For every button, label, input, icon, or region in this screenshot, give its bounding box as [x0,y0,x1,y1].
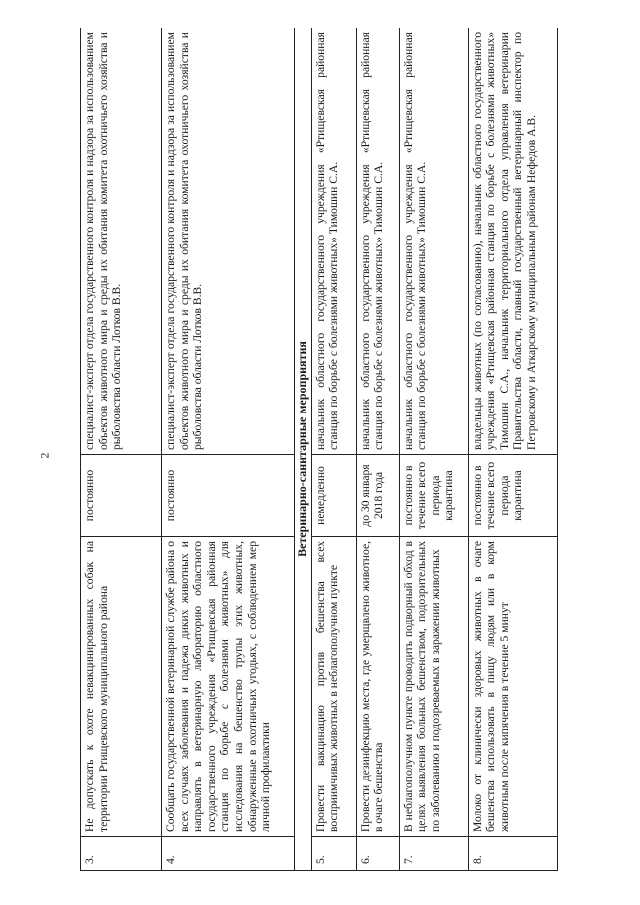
action-cell: Сообщать государственной ветеринарной службе района о всех случаях заболевания и падежа диких животных и направлять в ветеринарную лабораторию областного государственного учреждения «Ртищевская районная станция по борьбе с болезнями животных» для исследования на бешенство трупы этих животных, обнаруженные в охотничьих угодьях, с соблюдением мер личной профилактики [162,537,295,837]
action-cell: Молоко от клинически здоровых животных в очаге бешенства использовать в пищу людям или в корм животным после кипячения в течение 5 минут [468,537,557,837]
table-row [162,28,295,871]
responsible-cell: владельцы животных (по согласованию), начальник областного государственного учреждения «Ртищевская районная станция по борьбе с болезнями животных» Тимошин С.А., начальник территориального отдела управления ветеринарии Правительства области, главный государственный ветеринарный инспектор по Петровскому и Аткарскому муниципальным районам Нефедов А.В. [468,28,557,455]
responsible-cell: специалист-эксперт отдела государственного контроля и надзора за использованием объектов животного мира и среды их обитания комитета охотничьего хозяйства и рыболовства области Лотков В.В. [162,28,295,455]
row-number: 8. [468,837,557,871]
page-number: 2 [37,452,52,459]
responsible-cell: специалист-эксперт отдела государственного контроля и надзора за использованием объектов животного мира и среды их обитания комитета охотничьего хозяйства и рыболовства области Лотков В.В. [81,28,162,455]
row-number: 5. [311,837,356,871]
row-number: 3. [81,837,162,871]
rotated-page [80,28,640,871]
table-row [81,28,162,871]
section-header-row [295,28,312,871]
measures-table [80,28,558,871]
action-cell: В неблагополучном пункте проводить подворный обход в целях выявления больных бешенством, подозрительных по заболеванию и подозреваемых в заражении животных [399,537,468,837]
rotated-content [80,28,640,871]
row-number: 6. [356,837,399,871]
action-cell: Провести вакцинацию против бешенства всех восприимчивых животных в неблагополучном пункте [311,537,356,837]
term-cell: постоянно [162,455,295,537]
table-row [468,28,557,871]
table-row [311,28,356,871]
responsible-cell: начальник областного государственного учреждения «Ртищевская районная станция по борьбе с болезнями животных» Тимошин С.А. [399,28,468,455]
responsible-cell: начальник областного государственного учреждения «Ртищевская районная станция по борьбе с болезнями животных» Тимошин С.А. [311,28,356,455]
row-number: 4. [162,837,295,871]
term-cell: до 30 января 2018 года [356,455,399,537]
term-cell: постоянно [81,455,162,537]
term-cell: немедленно [311,455,356,537]
action-cell: Не допускать к охоте невакцинированных собак на территории Ртищевского муниципального района [81,537,162,837]
term-cell: постоянно в течение всего периода карантина [468,455,557,537]
table-row [356,28,399,871]
term-cell: постоянно в течение всего периода карантина [399,455,468,537]
row-number: 7. [399,837,468,871]
table-row [399,28,468,871]
responsible-cell: начальник областного государственного учреждения «Ртищевская районная станция по борьбе с болезнями животных» Тимошин С.А. [356,28,399,455]
section-title: Ветеринарно-санитарные мероприятия [295,28,312,871]
action-cell: Провести дезинфекцию места, где умерщвлено животное, в очаге бешенства [356,537,399,837]
